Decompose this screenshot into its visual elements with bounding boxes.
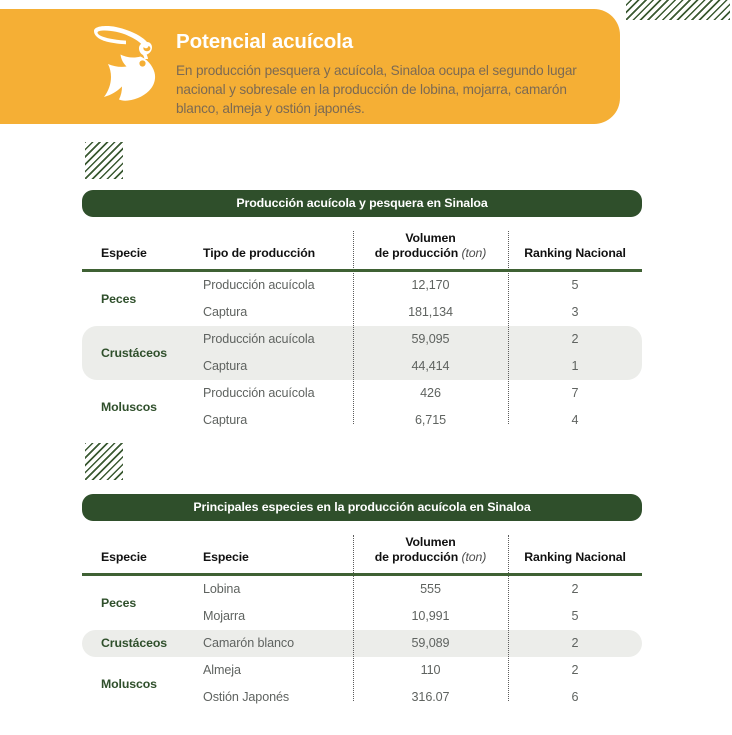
table-group-inner (82, 272, 642, 326)
cell-volumen: 316.07 (411, 690, 450, 704)
header-especie: Especie (101, 550, 147, 564)
cell-ranking: 6 (571, 690, 579, 704)
cell-volumen: 44,414 (411, 359, 450, 373)
group-rows (187, 272, 642, 326)
cell-ranking: 2 (571, 332, 579, 346)
group-label: Peces (101, 291, 137, 306)
group-rows (187, 380, 642, 434)
table-group (82, 630, 642, 657)
cell-tipo: Lobina (203, 582, 241, 596)
potencial-acuicola-banner (0, 9, 620, 124)
header-especie: Especie (101, 246, 147, 260)
column-divider-2 (508, 535, 509, 701)
table-group-inner (82, 380, 642, 434)
table-title: Producción acuícola y pesquera en Sinaloa (82, 190, 642, 217)
table-group-inner (82, 657, 642, 711)
group-rows (187, 576, 642, 630)
header-volumen-line1: Volumen (405, 231, 456, 245)
table-body (82, 576, 642, 711)
cell-ranking: 2 (571, 636, 579, 650)
cell-volumen: 10,991 (411, 609, 450, 623)
cell-tipo: Mojarra (203, 609, 245, 623)
header-tipo-produccion: Tipo de producción (203, 246, 316, 260)
table-group (82, 576, 642, 630)
cell-tipo: Ostión Japonés (203, 690, 290, 704)
cell-ranking: 5 (571, 609, 579, 623)
header-ranking-nacional: Ranking Nacional (524, 550, 626, 564)
cell-volumen: 426 (420, 386, 441, 400)
header-volumen-line2: de producción (374, 246, 459, 260)
table-principales-especies (82, 494, 642, 711)
table-row (187, 272, 642, 299)
cell-tipo: Producción acuícola (203, 386, 315, 400)
group-rows (187, 657, 642, 711)
column-divider-1 (353, 231, 354, 424)
cell-volumen: 59,089 (411, 636, 450, 650)
header-volumen-line2: de producción (374, 550, 459, 564)
cell-volumen: 12,170 (411, 278, 450, 292)
cell-volumen: 181,134 (408, 305, 453, 319)
cell-tipo: Producción acuícola (203, 332, 315, 346)
cell-tipo: Camarón blanco (203, 636, 295, 650)
corner-hatch-decoration (626, 0, 730, 20)
banner-description: En producción pesquera y acuícola, Sinaloa ocupa el segundo lugar nacional y sobresale en la producción de lobina, mojarra, camarón blanco, almeja y ostión japonés. (176, 62, 577, 117)
header-volumen (353, 535, 508, 565)
table-row (187, 407, 642, 434)
table-row (187, 353, 642, 380)
cell-volumen: 6,715 (414, 413, 446, 427)
group-label: Moluscos (101, 399, 157, 414)
cell-ranking: 3 (571, 305, 579, 319)
hatch-decoration-above-table-2 (85, 443, 123, 480)
cell-tipo: Producción acuícola (203, 278, 315, 292)
header-ranking-nacional: Ranking Nacional (524, 246, 626, 260)
table-row (187, 657, 642, 684)
table-group (82, 380, 642, 434)
header-volumen-unit: (ton) (461, 246, 487, 260)
table-group-inner (82, 576, 642, 630)
header-especie-detail: Especie (203, 550, 249, 564)
table-title: Principales especies en la producción acuícola en Sinaloa (82, 494, 642, 521)
cell-ranking: 2 (571, 582, 579, 596)
column-divider-2 (508, 231, 509, 424)
table-header-row (82, 217, 642, 269)
group-rows (187, 326, 642, 380)
header-rule (82, 269, 642, 272)
header-rule (82, 573, 642, 576)
table-grid (82, 521, 642, 711)
banner-text-block (176, 31, 596, 119)
cell-volumen: 59,095 (411, 332, 450, 346)
group-label: Moluscos (101, 676, 157, 691)
cell-ranking: 2 (571, 663, 579, 677)
cell-ranking: 1 (571, 359, 579, 373)
cell-volumen: 110 (420, 663, 441, 677)
header-volumen-unit: (ton) (461, 550, 487, 564)
header-volumen-line1: Volumen (405, 535, 456, 549)
table-group (82, 657, 642, 711)
column-divider-1 (353, 535, 354, 701)
cell-ranking: 7 (571, 386, 579, 400)
banner-title: Potencial acuícola (176, 30, 354, 53)
group-label: Peces (101, 595, 137, 610)
cell-ranking: 4 (571, 413, 579, 427)
table-group-inner (82, 630, 642, 657)
table-row (187, 326, 642, 353)
table-group-inner (82, 326, 642, 380)
table-group (82, 272, 642, 326)
cell-tipo: Captura (203, 413, 248, 427)
cell-volumen: 555 (420, 582, 441, 596)
table-row (187, 576, 642, 603)
cell-ranking: 5 (571, 278, 579, 292)
table-header-row (82, 521, 642, 573)
cell-tipo: Almeja (203, 663, 241, 677)
fish-hook-icon (90, 25, 172, 109)
table-group (82, 326, 642, 380)
table-row (187, 299, 642, 326)
group-rows (187, 630, 642, 657)
table-grid (82, 217, 642, 434)
table-produccion-acuicola-pesquera (82, 190, 642, 434)
header-volumen (353, 231, 508, 261)
group-label: Crustáceos (101, 345, 167, 360)
cell-tipo: Captura (203, 359, 248, 373)
table-row (187, 603, 642, 630)
table-row (187, 630, 642, 657)
hatch-decoration-above-table-1 (85, 142, 123, 179)
table-row (187, 380, 642, 407)
cell-tipo: Captura (203, 305, 248, 319)
group-label: Crustáceos (101, 636, 167, 650)
table-row (187, 684, 642, 711)
table-body (82, 272, 642, 434)
